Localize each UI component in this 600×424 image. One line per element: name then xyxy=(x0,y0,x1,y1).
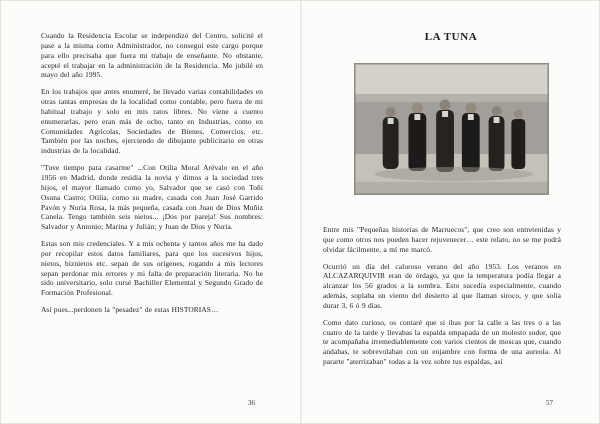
group-photo xyxy=(354,63,549,195)
left-page-text xyxy=(41,31,263,315)
chapter-title: LA TUNA xyxy=(424,31,478,43)
paragraph: Estas son mis credenciales. Y a mis ochenta y tantos años me ha dado por recopilar estos datos familiares, para que los sucesivos hijos, nietos, biznietos etc. sepan de sus orígenes, rogando a mis lectores sepan perdonar mis errores y mi falta de preparación literaria. No he sido universitario, solo cursé Bachiller Elemental y Segundo Grado de Formación Profesional. xyxy=(41,239,263,298)
paragraph: En los trabajos que antes enumeré, he llevado varias contabilidades en otras tantas empresas de la localidad como contable, pero fuera de mi habitual trabajo y solo en mis ratos libres. No viene a cuento enumerarlas, pero eran más de ocho, tanto en Industrias, como en Comunidades Agrícolas, Sociedades de Bienes, Comercios, etc. También por las noches, ejerciendo de dibujante publicitario en otras industrias de la localidad. xyxy=(41,87,263,156)
left-page xyxy=(1,1,301,424)
paragraph: "Tuve tiempo para casarme" ...Con Otilia Moral Arévalo en el año 1956 en Madrid, donde residía la novia y dimos a la sociedad tres hijos, el mayor llamado como yo, Salvador que se casó con Toñi Osuna Castro; Otilia, como su madre, casada con Juan José Garrido Pavón y Nuria Rosa, la más pequeña, casada con Juan de Dios Muñiz Canela. Tengo también seis nietos... ¡Dos por pareja! Sus nombres: Salvador y Antonio; Marina y Julián; y Juan de Dios y Nuria. xyxy=(41,163,263,232)
paragraph: Entre mis "Pequeñas historias de Marruecos", que creo son entretenidas y que como otros nos pueden hacer rejuvenecer… este relato, no se me podrá olvidar fácilmente, a mí me marcó. xyxy=(323,225,561,254)
right-page-text xyxy=(323,225,561,367)
paragraph: Como dato curioso, os contaré que si ibas por la calle a las tres o a las cuatro de la tarde y llevabas la espalda empapada de un molesto sudor, que te acompañaba irremediablemente con varios cientos de moscas que, cuando andabas, te sobrevolaban con un enjambre con forma de una aureola. Al pararte "aterrizaban" todas a la vez sobre tus espaldas, así xyxy=(323,317,561,367)
right-page xyxy=(301,1,600,424)
page-number: 57 xyxy=(546,399,553,407)
paragraph: Ocurrió un día del caluroso verano del año 1953. Los veranos en ALCAZARQUIVIR eran de órdago, ya que la temperatura podía llegar a alcanzar los 56 grados a la sombra. Esto sucedía especialmente, cuando además, soplaba un viento del desierto al que llaman siroco, y que solía durar 3, 6 ó 9 días. xyxy=(323,261,561,310)
page-number: 36 xyxy=(248,399,255,407)
group-photo-illustration xyxy=(355,64,548,194)
paragraph: Cuando la Residencia Escolar se independizó del Centro, solicité el pase a la misma como Administrador, no conseguí este cargo porque para ello precisaba que fuera mi trabajo de enseñante. No obstante, acepté el trabajar en la administración de la Residencia. Me jubilé en mayo del año 1995. xyxy=(41,31,263,80)
paragraph: Así pues...perdonen la "pesadez" de estas HISTORIAS… xyxy=(41,305,219,315)
